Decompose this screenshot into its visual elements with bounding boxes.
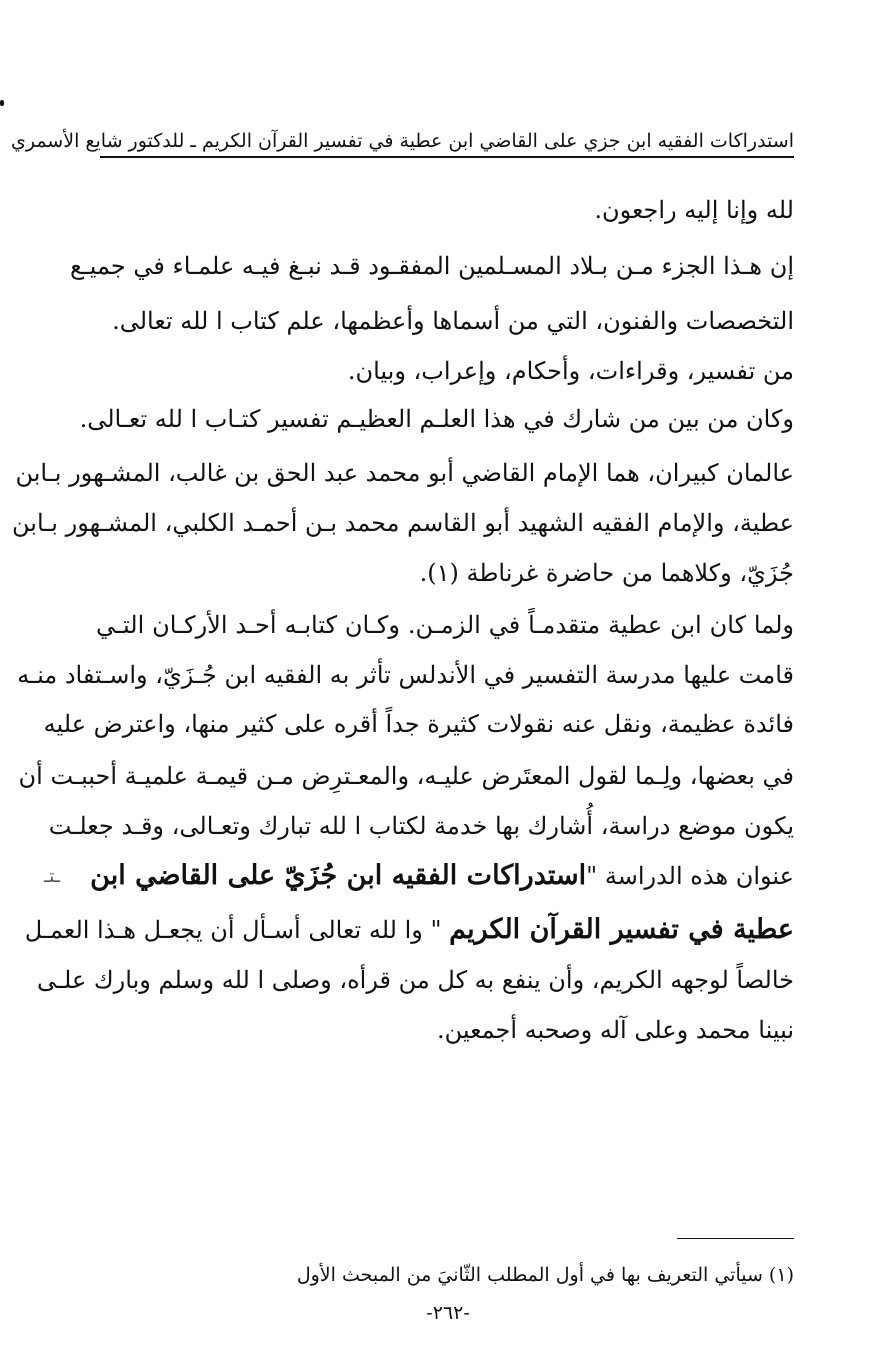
body-line: لله وإنا إليه راجعون. [594, 196, 794, 224]
study-title-part1: استدراكات الفقيه ابن جُزَيّ على القاضي ابن [90, 860, 587, 891]
body-line: نبينا محمد وعلى آله وصحبه أجمعين. [436, 1016, 794, 1044]
scan-speck [0, 100, 4, 106]
body-line: ولما كان ابن عطية متقدمـاً في الزمـن. وكـان كتابـه أحـد الأركـان التـي [96, 611, 794, 639]
body-line: من تفسير، وقراءات، وأحكام، وإعراب، وبيان. [347, 357, 794, 385]
footnote-rule [677, 1238, 794, 1239]
body-line: فائدة عظيمة، ونقل عنه نقولات كثيرة جداً أقره على كثير منها، واعترض عليه [43, 710, 794, 738]
body-line: جُزَيّ، وكلاهما من حاضرة غرناطة (١). [419, 559, 794, 587]
body-line: عطية، والإمام الفقيه الشهيد أبو القاسم محمد بـن أحمـد الكلبي، المشـهور بـابن [12, 509, 794, 537]
title-line [90, 860, 794, 891]
body-line: قامت عليها مدرسة التفسير في الأندلس تأثر به الفقيه ابن جُـزَيّ، واسـتفاد منـه [17, 661, 794, 689]
title-line-2 [24, 914, 794, 945]
footnote: (١) سيأتي التعريف بها في أول المطلب الثّانيَ من المبحث الأول [296, 1264, 794, 1286]
body-line: التخصصات والفنون، التي من أسماها وأعظمها، علم كتاب ا لله تعالى. [112, 307, 794, 335]
body-line: يكون موضع دراسة، أُشارك بها خدمة لكتاب ا لله تبارك وتعـالى، وقـد جعلـت [48, 812, 794, 840]
body-line: خالصاً لوجهه الكريم، وأن ينفع به كل من قرأه، وصلى ا لله وسلم وبارك علـى [36, 966, 794, 994]
margin-mark: ـتـ [44, 866, 60, 887]
running-header: استدراكات الفقيه ابن جزي على القاضي ابن عطية في تفسير القرآن الكريم ـ للدكتور شايع الأسمري [10, 130, 794, 152]
page-number: -٢٦٢- [426, 1302, 470, 1324]
title-line-rest: " وا لله تعالى أسـأل أن يجعـل هـذا العمـل [24, 916, 450, 944]
header-rule [100, 156, 794, 158]
body-line: عالمان كبيران، هما الإمام القاضي أبو محمد عبد الحق بن غالب، المشـهور بـابن [15, 459, 794, 487]
body-line: إن هـذا الجزء مـن بـلاد المسـلمين المفقـود قـد نبـغ فيـه علمـاء في جميـع [70, 252, 794, 280]
body-line: في بعضها، ولِـما لقول المعتَرض عليـه، والمعـترِض مـن قيمـة علميـة أحببـت أن [18, 762, 794, 790]
study-title-part2: عطية في تفسير القرآن الكريم [449, 914, 794, 945]
body-line: وكان من بين من شارك في هذا العلـم العظيـم تفسير كتـاب ا لله تعـالى. [79, 405, 794, 433]
title-line-prefix: عنوان هذه الدراسة " [586, 862, 794, 890]
